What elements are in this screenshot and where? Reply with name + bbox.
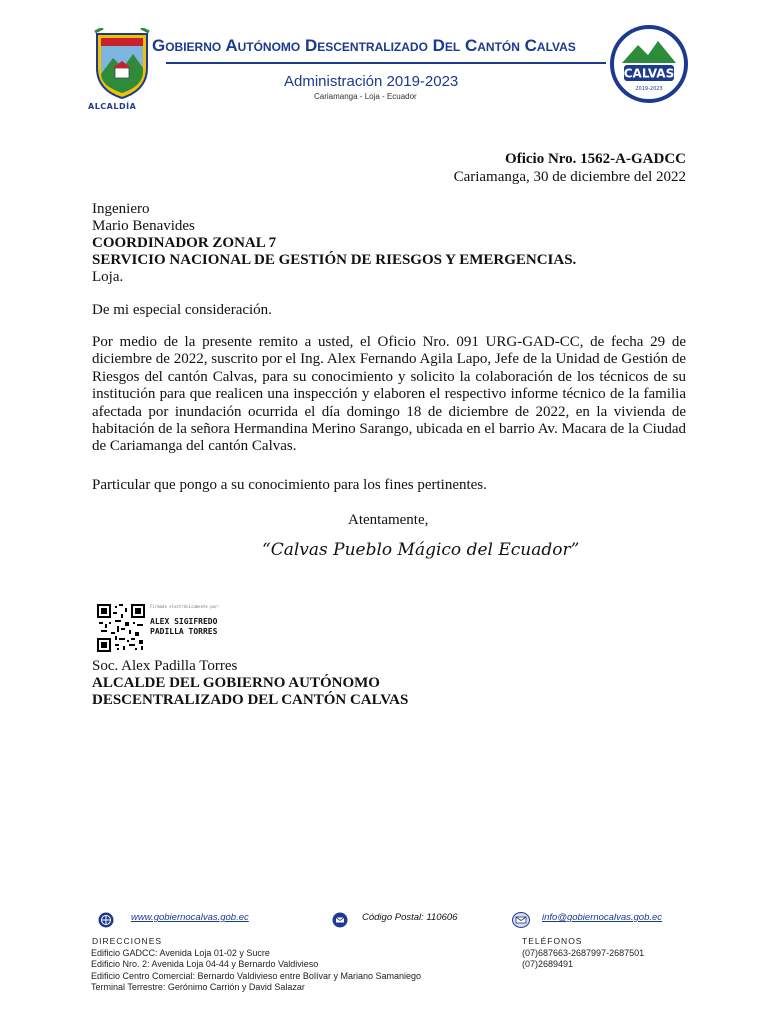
signer-name: Soc. Alex Padilla Torres — [92, 658, 238, 674]
direction-item: Edificio GADCC: Avenida Loja 01-02 y Sucre — [91, 948, 270, 958]
signature-qr-code — [97, 604, 145, 652]
addressee-position: COORDINADOR ZONAL 7 — [92, 235, 277, 251]
postal-code: Código Postal: 110606 — [362, 912, 458, 923]
calvas-logo — [610, 25, 688, 103]
addressee-city: Loja. — [92, 269, 124, 285]
closing-line: Particular que pongo a su conocimiento para los fines pertinentes. — [92, 477, 487, 493]
calvas-logo-years: 2019-2023 — [635, 86, 663, 92]
office-number: Oficio Nro. 1562-A-GADCC — [505, 151, 686, 167]
atentamente: Atentamente, — [348, 512, 429, 528]
signer-title-line2: DESCENTRALIZADO DEL CANTÓN CALVAS — [92, 692, 409, 708]
phones-label: TELÉFONOS — [522, 936, 583, 946]
signature-caption: Firmado electrónicamente por: — [150, 604, 220, 609]
administration-period: Administración 2019-2023 — [284, 73, 459, 90]
government-title: Gobierno Autónomo Descentralizado Del Cantón Calvas — [152, 36, 576, 55]
calvas-logo-text: CALVAS — [623, 66, 675, 81]
header-rule — [166, 62, 606, 64]
phone-item: (07)2689491 — [522, 959, 574, 970]
signature-name — [150, 617, 217, 637]
municipal-coat-of-arms — [93, 28, 151, 100]
slogan: “Calvas Pueblo Mágico del Ecuador” — [262, 540, 580, 560]
direction-item: Edificio Nro. 2: Avenida Loja 04-44 y Bernardo Valdivieso — [91, 959, 319, 970]
signer-title-line1: ALCALDE DEL GOBIERNO AUTÓNOMO — [92, 675, 380, 691]
mailbox-icon — [332, 912, 348, 928]
directions-list — [91, 948, 421, 994]
place-date: Cariamanga, 30 de diciembre del 2022 — [453, 169, 686, 185]
direction-item: Terminal Terrestre: Gerónimo Carrión y David Salazar — [91, 982, 305, 993]
addressee-name: Mario Benavides — [92, 218, 195, 234]
header-location: Cariamanga - Loja - Ecuador — [314, 92, 417, 101]
globe-icon — [98, 912, 114, 928]
alcaldia-label: ALCALDÍA — [88, 102, 137, 111]
email-icon — [512, 912, 530, 928]
email-link[interactable]: info@gobiernocalvas.gob.ec — [542, 912, 663, 923]
direction-item: Edificio Centro Comercial: Bernardo Valdivieso entre Bolívar y Mariano Samaniego — [91, 970, 421, 981]
phones-list — [522, 948, 644, 971]
body-paragraph: Por medio de la presente remito a usted, el Oficio Nro. 091 URG-GAD-CC, de fecha 29 de diciembre de 2022, suscrito por el Ing. Alex Fernando Agila Lapo, Jefe de la Unidad de Gestión de Riesgos del cantón Calvas, para su conocimiento y solicito la colaboración de los técnicos de su institución para que realicen una inspección y elaboren el respectivo informe técnico de la familia afectada por inundación ocurrida el día domingo 18 de diciembre de 2022, en la vivienda de habitación de la señora Hermandina Merino Sarango, ubicada en el barrio Av. Macara de la Ciudad de Cariamanga del cantón Calvas. — [92, 334, 686, 455]
reference-block — [454, 150, 686, 186]
website-link[interactable]: www.gobiernocalvas.gob.ec — [131, 912, 249, 923]
directions-label: DIRECCIONES — [92, 936, 163, 946]
signature-name-line2: PADILLA TORRES — [150, 627, 218, 636]
addressee-block — [92, 201, 576, 286]
phone-item: (07)687663-2687997-2687501 — [522, 948, 645, 958]
addressee-title: Ingeniero — [92, 201, 150, 217]
addressee-institution: SERVICIO NACIONAL DE GESTIÓN DE RIESGOS Y EMERGENCIAS. — [92, 252, 577, 268]
greeting: De mi especial consideración. — [92, 302, 272, 318]
signer-block — [92, 658, 408, 709]
signature-name-line1: ALEX SIGIFREDO — [150, 617, 218, 626]
